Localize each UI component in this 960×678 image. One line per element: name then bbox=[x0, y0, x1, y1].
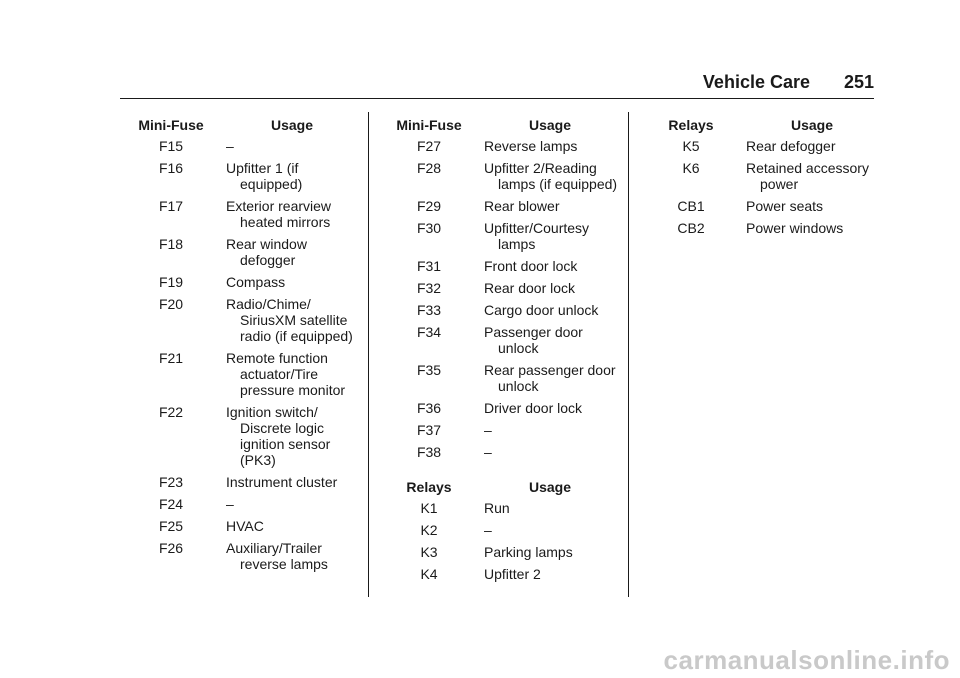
fuse-usage: Auxiliary/Trailer reverse lamps bbox=[226, 540, 328, 572]
column-header-usage: Usage bbox=[790, 117, 834, 133]
table-row bbox=[378, 544, 626, 560]
table-row bbox=[378, 324, 626, 356]
table-row bbox=[120, 404, 366, 468]
table-row bbox=[378, 400, 626, 416]
fuse-code: F37 bbox=[416, 422, 442, 438]
fuse-usage: – bbox=[484, 522, 492, 538]
fuse-usage: Rear defogger bbox=[746, 138, 836, 154]
table-row bbox=[378, 422, 626, 438]
fuse-usage: Front door lock bbox=[484, 258, 578, 274]
table-row bbox=[120, 518, 366, 534]
fuse-usage: Power seats bbox=[746, 198, 824, 214]
table-row bbox=[378, 280, 626, 296]
fuse-usage: Remote function actuator/Tire pressure monitor bbox=[226, 350, 346, 398]
fuse-code: K1 bbox=[420, 500, 438, 516]
column-header-code: Mini-Fuse bbox=[396, 117, 462, 133]
fuse-usage: Power windows bbox=[746, 220, 844, 236]
fuse-code: F16 bbox=[158, 160, 184, 176]
column-header-code: Mini-Fuse bbox=[138, 117, 204, 133]
table-row bbox=[120, 540, 366, 572]
page-number: 251 bbox=[843, 72, 874, 92]
table-row bbox=[378, 138, 626, 154]
fuse-usage: Rear window defogger bbox=[226, 236, 307, 268]
fuse-code: F32 bbox=[416, 280, 442, 296]
fuse-usage: Rear passenger door unlock bbox=[484, 362, 616, 394]
fuse-usage: Ignition switch/ Discrete logic ignition sensor (PK3) bbox=[226, 404, 331, 468]
fuse-code: F15 bbox=[158, 138, 184, 154]
fuse-usage: – bbox=[226, 496, 234, 512]
fuse-usage: Upfitter 1 (if equipped) bbox=[226, 160, 303, 192]
fuse-usage: Upfitter/Courtesy lamps bbox=[484, 220, 590, 252]
fuse-usage: HVAC bbox=[226, 518, 264, 534]
fuse-column-3 bbox=[640, 116, 880, 242]
column-header-code: Relays bbox=[406, 479, 452, 495]
table-header bbox=[120, 116, 366, 138]
fuse-code: K5 bbox=[682, 138, 700, 154]
fuse-column-2 bbox=[378, 116, 626, 588]
fuse-usage: Run bbox=[484, 500, 510, 516]
table-row bbox=[640, 138, 880, 154]
column-divider bbox=[368, 112, 369, 597]
column-header-usage: Usage bbox=[528, 117, 572, 133]
fuse-code: F19 bbox=[158, 274, 184, 290]
fuse-code: K4 bbox=[420, 566, 438, 582]
fuse-usage: Parking lamps bbox=[484, 544, 573, 560]
fuse-code: F38 bbox=[416, 444, 442, 460]
table-header bbox=[378, 478, 626, 500]
fuse-code: F20 bbox=[158, 296, 184, 312]
fuse-code: CB2 bbox=[677, 220, 705, 236]
fuse-code: F18 bbox=[158, 236, 184, 252]
fuse-usage: Upfitter 2/Reading lamps (if equipped) bbox=[484, 160, 618, 192]
fuse-code: K6 bbox=[682, 160, 700, 176]
table-row bbox=[120, 274, 366, 290]
table-row bbox=[640, 220, 880, 236]
fuse-code: F24 bbox=[158, 496, 184, 512]
table-row bbox=[378, 362, 626, 394]
table-row bbox=[120, 138, 366, 154]
column-header-usage: Usage bbox=[528, 479, 572, 495]
fuse-code: K2 bbox=[420, 522, 438, 538]
fuse-code: CB1 bbox=[677, 198, 705, 214]
page-header bbox=[120, 70, 874, 99]
fuse-usage: – bbox=[484, 444, 492, 460]
fuse-usage: – bbox=[484, 422, 492, 438]
column-header-usage: Usage bbox=[270, 117, 314, 133]
table-row bbox=[378, 500, 626, 516]
fuse-usage: Reverse lamps bbox=[484, 138, 578, 154]
fuse-code: F28 bbox=[416, 160, 442, 176]
table-row bbox=[120, 160, 366, 192]
table-row bbox=[120, 236, 366, 268]
fuse-usage: Rear blower bbox=[484, 198, 560, 214]
section-gap bbox=[378, 466, 626, 478]
table-row bbox=[378, 198, 626, 214]
fuse-code: F25 bbox=[158, 518, 184, 534]
table-row bbox=[378, 444, 626, 460]
fuse-usage: Driver door lock bbox=[484, 400, 583, 416]
fuse-usage: Cargo door unlock bbox=[484, 302, 599, 318]
fuse-code: F21 bbox=[158, 350, 184, 366]
fuse-code: F34 bbox=[416, 324, 442, 340]
fuse-usage: Instrument cluster bbox=[226, 474, 338, 490]
fuse-code: F31 bbox=[416, 258, 442, 274]
fuse-usage: Radio/Chime/ SiriusXM satellite radio (if equipped) bbox=[226, 296, 353, 344]
fuse-usage: Compass bbox=[226, 274, 286, 290]
table-row bbox=[120, 350, 366, 398]
fuse-usage: Exterior rearview heated mirrors bbox=[226, 198, 332, 230]
fuse-code: F27 bbox=[416, 138, 442, 154]
fuse-code: F29 bbox=[416, 198, 442, 214]
table-header bbox=[640, 116, 880, 138]
fuse-code: F33 bbox=[416, 302, 442, 318]
fuse-usage: Rear door lock bbox=[484, 280, 576, 296]
table-row bbox=[378, 522, 626, 538]
table-row bbox=[640, 198, 880, 214]
fuse-code: F23 bbox=[158, 474, 184, 490]
watermark: carmanualsonline.info bbox=[663, 645, 950, 675]
fuse-usage: Upfitter 2 bbox=[484, 566, 541, 582]
table-header bbox=[378, 116, 626, 138]
fuse-column-1 bbox=[120, 116, 366, 578]
table-row bbox=[120, 198, 366, 230]
table-row bbox=[120, 496, 366, 512]
column-header-code: Relays bbox=[668, 117, 714, 133]
section-title: Vehicle Care bbox=[702, 72, 810, 92]
table-row bbox=[378, 220, 626, 252]
fuse-usage: – bbox=[226, 138, 234, 154]
fuse-usage: Retained accessory power bbox=[746, 160, 869, 192]
table-row bbox=[378, 566, 626, 582]
table-row bbox=[378, 160, 626, 192]
fuse-code: F26 bbox=[158, 540, 184, 556]
table-row bbox=[640, 160, 880, 192]
fuse-code: F35 bbox=[416, 362, 442, 378]
fuse-code: F17 bbox=[158, 198, 184, 214]
fuse-code: K3 bbox=[420, 544, 438, 560]
fuse-usage: Passenger door unlock bbox=[484, 324, 583, 356]
fuse-code: F30 bbox=[416, 220, 442, 236]
fuse-code: F36 bbox=[416, 400, 442, 416]
table-row bbox=[378, 258, 626, 274]
table-row bbox=[120, 296, 366, 344]
column-divider bbox=[628, 112, 629, 597]
table-row bbox=[120, 474, 366, 490]
fuse-code: F22 bbox=[158, 404, 184, 420]
table-row bbox=[378, 302, 626, 318]
